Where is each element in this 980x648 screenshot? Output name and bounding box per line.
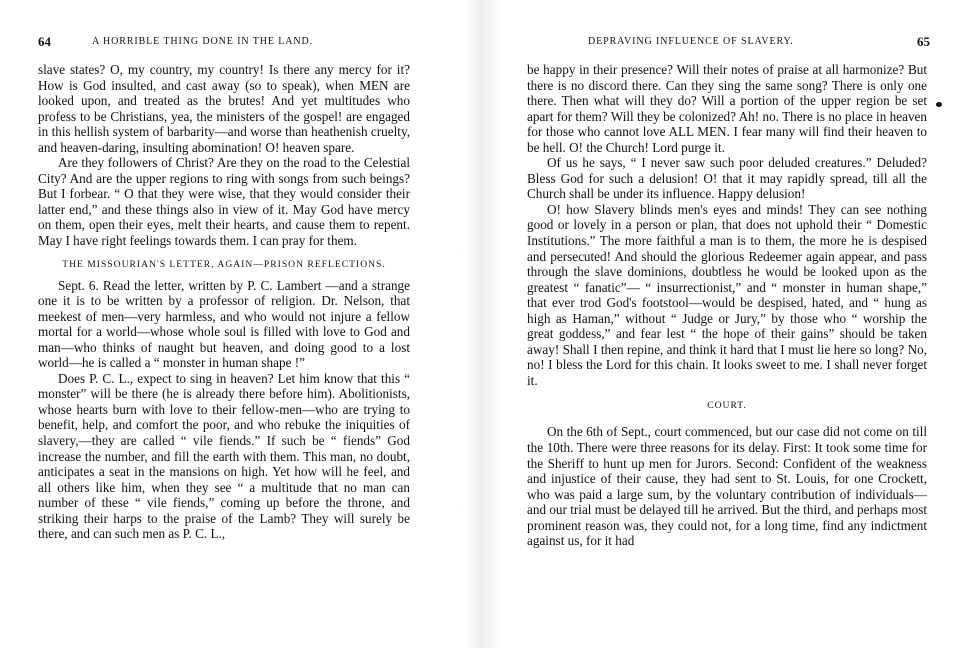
page-number-right: 65: [917, 34, 930, 49]
right-page: [525, 0, 930, 648]
running-head-title-right: DEPRAVING INFLUENCE OF SLAVERY.: [588, 36, 794, 47]
paragraph: Does P. C. L., expect to sing in heaven? Let him know that this “ monster” will be there (he is already there before him). Abolitionists, whose hearts burn with love to their fellow-men—who are trying to benefit, help, and comfort the poor, and who rebuke the iniquities of slavery,—they are called “ vile fiends.” If such be “ fiends” God increase the number, and fill the earth with them. This man, no doubt, anticipates a seat in the mansions on high. Yet how will he feel, and all others like him, when they see “ a multitude that no man can number of these “ vile fiends,” coming up before the throne, and striking their harps to the praise of the Lamb? They will surely be there, and can such men as P. C. L.,: [38, 370, 410, 542]
paragraph: slave states? O, my country, my country! Is there any mercy for it? How is God insulted, and cast away (so to speak), when MEN are looked upon, and treated as the brutes! And yet multitudes who profess to be Christians, yea, the ministers of the gospel! are engaged in this hellish system of barbarity—and worse than heathenish cruelty, and heaven-daring, insulting abomination! O! heaven spare.: [38, 62, 410, 155]
paragraph: be happy in their presence? Will their notes of praise at all harmonize? But there is no discord there. Can they sing the same song? There is only one there. Then what will they do? Will a portion of the upper region be set apart for them? Will they be colonized? Ah! no. There is no place in heaven for those who cannot love ALL MEN. I fear many will find their heaven to be hell. O! the Church! Lord purge it.: [527, 62, 927, 155]
book-gutter: [462, 0, 502, 648]
left-page-text: [38, 62, 410, 542]
paragraph: Of us he says, “ I never saw such poor deluded creatures.” Deluded? Bless God for such a delusion! O! that it may rapidly spread, till all the Church shall be under its influence. Happy delusion!: [527, 155, 927, 202]
running-header-left: [38, 36, 440, 52]
right-page-text: [527, 62, 927, 549]
paragraph: Sept. 6. Read the letter, written by P. C. Lambert —and a strange one it is to be written by a professor of religion. Dr. Nelson, that meekest of men—very harmless, and who would not injure a fellow mortal for a world—whose whole soul is filled with love to God and man—who thinks of naught but heaven, and doing good to a lost world—he is called a “ monster in human shape !”: [38, 277, 410, 371]
ink-speck: [936, 102, 942, 107]
running-header-right: [588, 36, 930, 52]
paragraph: O! how Slavery blinds men's eyes and minds! They can see nothing good or lovely in a person or plan, that does not uphold their “ Domestic Institutions.” The more faithful a man is to them, the more he is despised and persecuted! And should the glorious Redeemer again appear, and pass through the slave dominions, doubtless he would be looked upon as the greatest “ fanatic”— “ insurrectionist,” and “ monster in human shape,” that ever trod God's footstool—would be despised, hated, and “ hung as high as Haman,” without “ Judge or Jury,” by those who “ worship the great goddess,” and fear lest “ the hope of their gains” should be taken away! Shall I then repine, and think it hard that I must lie here so long? No, no! I bless the Lord for this chain. It looks sweet to me. I shall never forget it.: [527, 201, 927, 388]
section-heading: THE MISSOURIAN'S LETTER, AGAIN—PRISON REFLECTIONS.: [62, 258, 386, 270]
running-head-title-left: A HORRIBLE THING DONE IN THE LAND.: [92, 36, 314, 47]
paragraph: On the 6th of Sept., court commenced, but our case did not come on till the 10th. There were three reasons for its delay. First: It took some time for the Sheriff to hunt up men for Jurors. Second: Confident of the weakness and injustice of their cause, they had sent to St. Louis, for one Crockett, who was paid a large sum, by the voluntary contribution of individuals—and our trial must be delayed till he arrived. But the third, and perhaps most prominent reason was, they could not, for a long time, find any indictment against us, for it had: [527, 424, 927, 549]
left-page: [0, 0, 440, 648]
section-heading: COURT.: [707, 400, 747, 412]
paragraph: Are they followers of Christ? Are they on the road to the Celestial City? And are the upper regions to ring with songs from such beings? But I forbear. “ O that they were wise, that they would consider their latter end,” and these things also in view of it. May God have mercy on them, open their eyes, melt their hearts, and cause them to repent. May I have right feelings towards them. I can pray for them.: [38, 155, 410, 249]
page-number-left: 64: [38, 34, 51, 49]
